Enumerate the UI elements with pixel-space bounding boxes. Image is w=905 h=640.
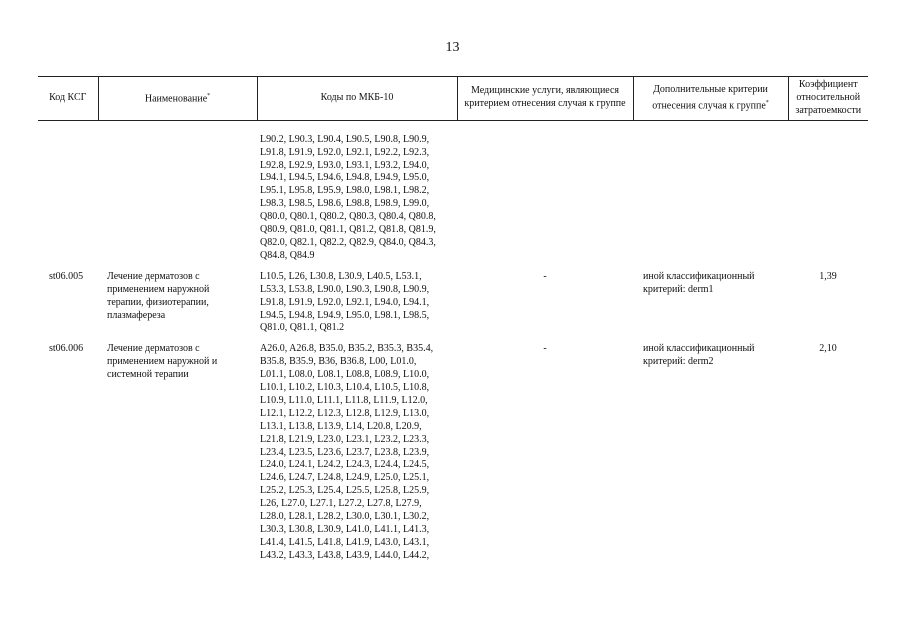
mkb-code-line: L91.8, L91.9, L92.0, L92.1, L94.0, L94.1, [260, 296, 430, 308]
mkb-code-line: L10.1, L10.2, L10.3, L10.4, L10.5, L10.8, [260, 382, 430, 394]
mkb-code-line: L23.4, L23.5, L23.6, L23.7, L23.8, L23.9, [260, 446, 430, 458]
table-body [38, 120, 868, 563]
mkb-code-line: L24.6, L24.7, L24.8, L24.9, L25.0, L25.1, [260, 472, 430, 484]
mkb-codes-cell [257, 343, 457, 562]
table-row [38, 271, 868, 344]
mkb-code-line: L24.0, L24.1, L24.2, L24.3, L24.4, L24.5, [260, 459, 430, 471]
coef-cell: 1,39 [819, 270, 837, 282]
criteria-line: иной классификационный [643, 343, 755, 355]
header-services: Медицинские услуги, являющиеся критерием отнесения случая к группе [457, 77, 633, 121]
mkb-codes-cell [257, 134, 457, 271]
ksg-name-line: Лечение дерматозов с [107, 343, 200, 355]
mkb-code-line: L21.8, L21.9, L23.0, L23.1, L23.2, L23.3, [260, 433, 430, 445]
mkb-code-line: L94.5, L94.8, L94.9, L95.0, L98.1, L98.5, [260, 309, 430, 321]
table-row-continuation [38, 134, 868, 271]
mkb-code-line: L10.5, L26, L30.8, L30.9, L40.5, L53.1, [260, 270, 422, 282]
header-criteria: Дополнительные критерии отнесения случая к группе* [633, 77, 788, 121]
ksg-name-line: применением наружной [107, 283, 210, 295]
criteria-line: иной классификационный [643, 270, 755, 282]
mkb-code-line: Q82.0, Q82.1, Q82.2, Q82.9, Q84.0, Q84.3, [260, 236, 436, 248]
mkb-code-line: L41.4, L41.5, L41.8, L41.9, L43.0, L43.1, [260, 536, 430, 548]
services-cell: - [543, 343, 547, 355]
table-header [38, 77, 868, 121]
ksg-name-line: Лечение дерматозов с [107, 270, 200, 282]
ksg-code-cell: st06.006 [49, 343, 84, 355]
ksg-name-line: применением наружной и [107, 356, 218, 368]
footnote-mark: * [765, 99, 769, 106]
mkb-code-line: L98.3, L98.5, L98.6, L98.8, L98.9, L99.0, [260, 198, 430, 210]
mkb-code-line: Q80.9, Q81.0, Q81.1, Q81.2, Q81.8, Q81.9, [260, 224, 436, 236]
mkb-code-line: B35.8, B35.9, B36, B36.8, L00, L01.0, [260, 356, 417, 368]
header-coef: Коэффициент относительной затратоемкости [788, 77, 868, 121]
mkb-code-line: L01.1, L08.0, L08.1, L08.8, L08.9, L10.0, [260, 369, 430, 381]
mkb-code-line: A26.0, A26.8, B35.0, B35.2, B35.3, B35.4, [260, 343, 434, 355]
mkb-code-line: L30.3, L30.8, L30.9, L41.0, L41.1, L41.3, [260, 524, 430, 535]
mkb-code-line: L10.9, L11.0, L11.1, L11.8, L11.9, L12.0, [260, 394, 428, 406]
page-number: 13 [445, 40, 460, 55]
mkb-code-line: L94.1, L94.5, L94.6, L94.8, L94.9, L95.0, [260, 172, 430, 184]
header-mkb: Коды по МКБ-10 [257, 77, 457, 121]
criteria-line: критерий: derm1 [643, 283, 714, 295]
ksg-name-line: плазмафереза [107, 309, 166, 321]
mkb-code-line: L90.2, L90.3, L90.4, L90.5, L90.8, L90.9, [260, 133, 430, 145]
mkb-codes-cell [257, 271, 457, 344]
services-cell: - [543, 270, 547, 282]
criteria-cell [633, 343, 788, 562]
mkb-code-line: L25.2, L25.3, L25.4, L25.5, L25.8, L25.9, [260, 485, 430, 497]
mkb-code-line: L26, L27.0, L27.1, L27.2, L27.8, L27.9, [260, 498, 422, 510]
mkb-code-line: L53.3, L53.8, L90.0, L90.3, L90.8, L90.9, [260, 283, 430, 295]
mkb-code-line: Q81.0, Q81.1, Q81.2 [260, 322, 345, 334]
table-row [38, 343, 868, 562]
mkb-code-line: L95.1, L95.8, L95.9, L98.0, L98.1, L98.2, [260, 185, 430, 197]
mkb-code-line: L12.1, L12.2, L12.3, L12.8, L12.9, L13.0, [260, 407, 430, 419]
header-name: Наименование* [98, 77, 257, 121]
mkb-code-line: L13.1, L13.8, L13.9, L14, L20.8, L20.9, [260, 420, 422, 432]
coef-cell: 2,10 [819, 343, 837, 355]
footnote-mark: * [207, 93, 211, 100]
ksg-table [38, 76, 868, 563]
mkb-code-line: L43.2, L43.3, L43.8, L43.9, L44.0, L44.2, [260, 549, 430, 561]
ksg-name-cell [98, 271, 257, 344]
mkb-code-line: Q84.8, Q84.9 [260, 249, 315, 261]
ksg-name-cell [98, 343, 257, 562]
mkb-code-line: L28.0, L28.1, L28.2, L30.0, L30.1, L30.2, [260, 511, 430, 523]
mkb-code-line: Q80.0, Q80.1, Q80.2, Q80.3, Q80.4, Q80.8, [260, 211, 436, 223]
mkb-code-line: L91.8, L91.9, L92.0, L92.1, L92.2, L92.3, [260, 146, 430, 158]
mkb-code-line: L92.8, L92.9, L93.0, L93.1, L93.2, L94.0, [260, 159, 430, 171]
ksg-name-line: системной терапии [107, 369, 189, 381]
ksg-name-line: терапии, физиотерапии, [107, 296, 209, 308]
criteria-cell [633, 271, 788, 344]
criteria-line: критерий: derm2 [643, 356, 714, 368]
header-code: Код КСГ [38, 77, 98, 121]
ksg-code-cell: st06.005 [49, 270, 84, 282]
